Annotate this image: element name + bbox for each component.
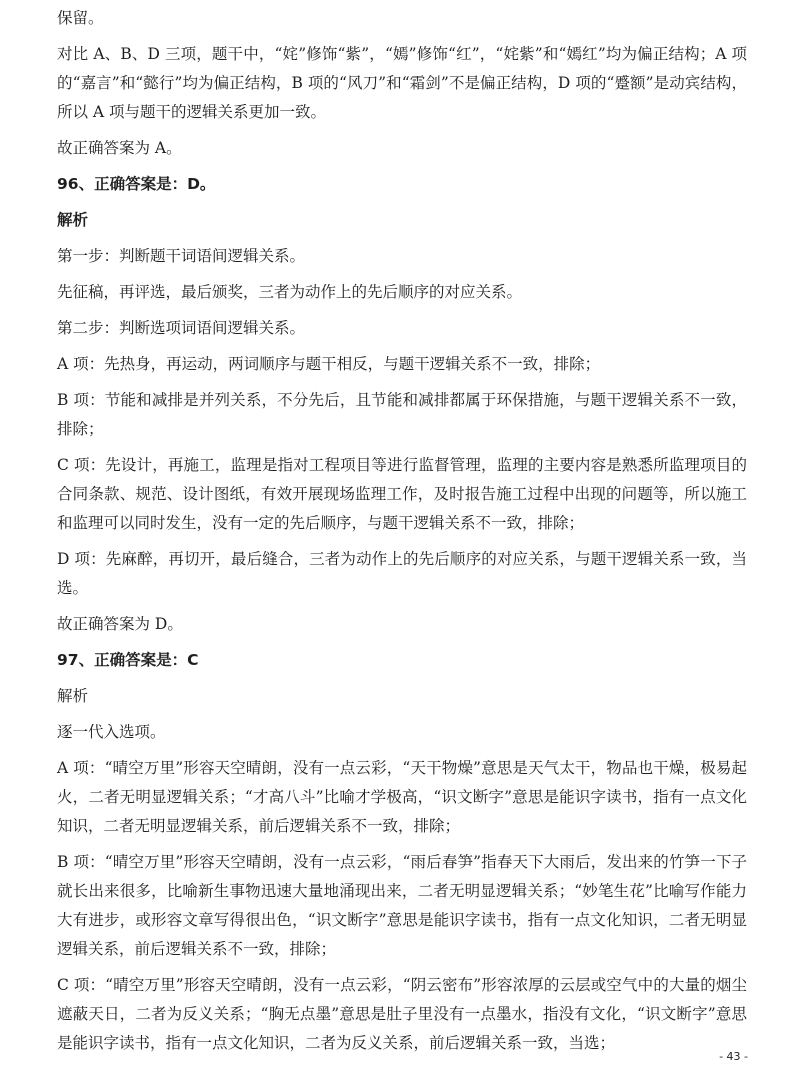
question-96-option-c: C 项：先设计，再施工，监理是指对工程项目等进行监督管理，监理的主要内容是熟悉所监理项目的合同条款、规范、设计图纸，有效开展现场监理工作，及时报告施工过程中出现的问题等，所以施工和监理可以同时发生，没有一定的先后顺序，与题干逻辑关系不一致，排除； [57, 456, 747, 532]
paragraph-answer-a: 故正确答案为 A。 [57, 139, 182, 157]
question-96-conclusion: 故正确答案为 D。 [57, 615, 183, 633]
document-page [57, 4, 747, 1065]
question-97-option-c: C 项：“晴空万里”形容天空晴朗，没有一点云彩，“阴云密布”形容浓厚的云层或空气中的大量的烟尘遮蔽天日，二者为反义关系；“胸无点墨”意思是肚子里没有一点墨水，指没有文化，“识文断字”意思是能识字读书，指有一点文化知识，二者为反义关系，前后逻辑关系一致，当选； [57, 976, 747, 1052]
question-96-step2: 第二步：判断选项词语间逻辑关系。 [57, 319, 306, 337]
question-97-option-b: B 项：“晴空万里”形容天空晴朗，没有一点云彩，“雨后春笋”指春天下大雨后，发出来的竹笋一下子就长出来很多，比喻新生事物迅速大量地涌现出来，二者无明显逻辑关系；“妙笔生花”比喻写作能力大有进步，或形容文章写得很出色，“识文断字”意思是能识字读书，指有一点文化知识，二者无明显逻辑关系，前后逻辑关系不一致，排除； [57, 853, 747, 958]
question-97-heading: 97、正确答案是：C [57, 651, 199, 669]
question-96-heading: 96、正确答案是：D。 [57, 175, 216, 193]
page-number: - 43 - [719, 1050, 748, 1063]
question-96-option-d: D 项：先麻醉，再切开，最后缝合，三者为动作上的先后顺序的对应关系，与题干逻辑关系一致，当选。 [57, 550, 747, 597]
question-97-analysis-label: 解析 [57, 687, 89, 705]
paragraph-retained: 保留。 [57, 9, 104, 27]
question-96-step1-detail: 先征稿，再评选，最后颁奖，三者为动作上的先后顺序的对应关系。 [57, 283, 523, 301]
question-96-step1: 第一步：判断题干词语间逻辑关系。 [57, 247, 306, 265]
question-97-intro: 逐一代入选项。 [57, 723, 166, 741]
paragraph-comparison: 对比 A、B、D 三项，题干中，“姹”修饰“紫”，“嫣”修饰“红”，“姹紫”和“嫣红”均为偏正结构；A 项的“嘉言”和“懿行”均为偏正结构，B 项的“风刀”和“霜剑”不是偏正结构，D 项的“蹙额”是动宾结构，所以 A 项与题干的逻辑关系更加一致。 [57, 45, 747, 121]
question-97-option-a: A 项：“晴空万里”形容天空晴朗，没有一点云彩，“天干物燥”意思是天气太干，物品也干燥，极易起火，二者无明显逻辑关系；“才高八斗”比喻才学极高，“识文断字”意思是能识字读书，指有一点文化知识，二者无明显逻辑关系，前后逻辑关系不一致，排除； [57, 759, 747, 835]
question-96-analysis-label: 解析 [57, 211, 89, 229]
question-96-option-a: A 项：先热身，再运动，两词顺序与题干相反，与题干逻辑关系不一致，排除； [57, 355, 601, 373]
question-96-option-b: B 项：节能和减排是并列关系，不分先后，且节能和减排都属于环保措施，与题干逻辑关系不一致，排除； [57, 391, 747, 438]
